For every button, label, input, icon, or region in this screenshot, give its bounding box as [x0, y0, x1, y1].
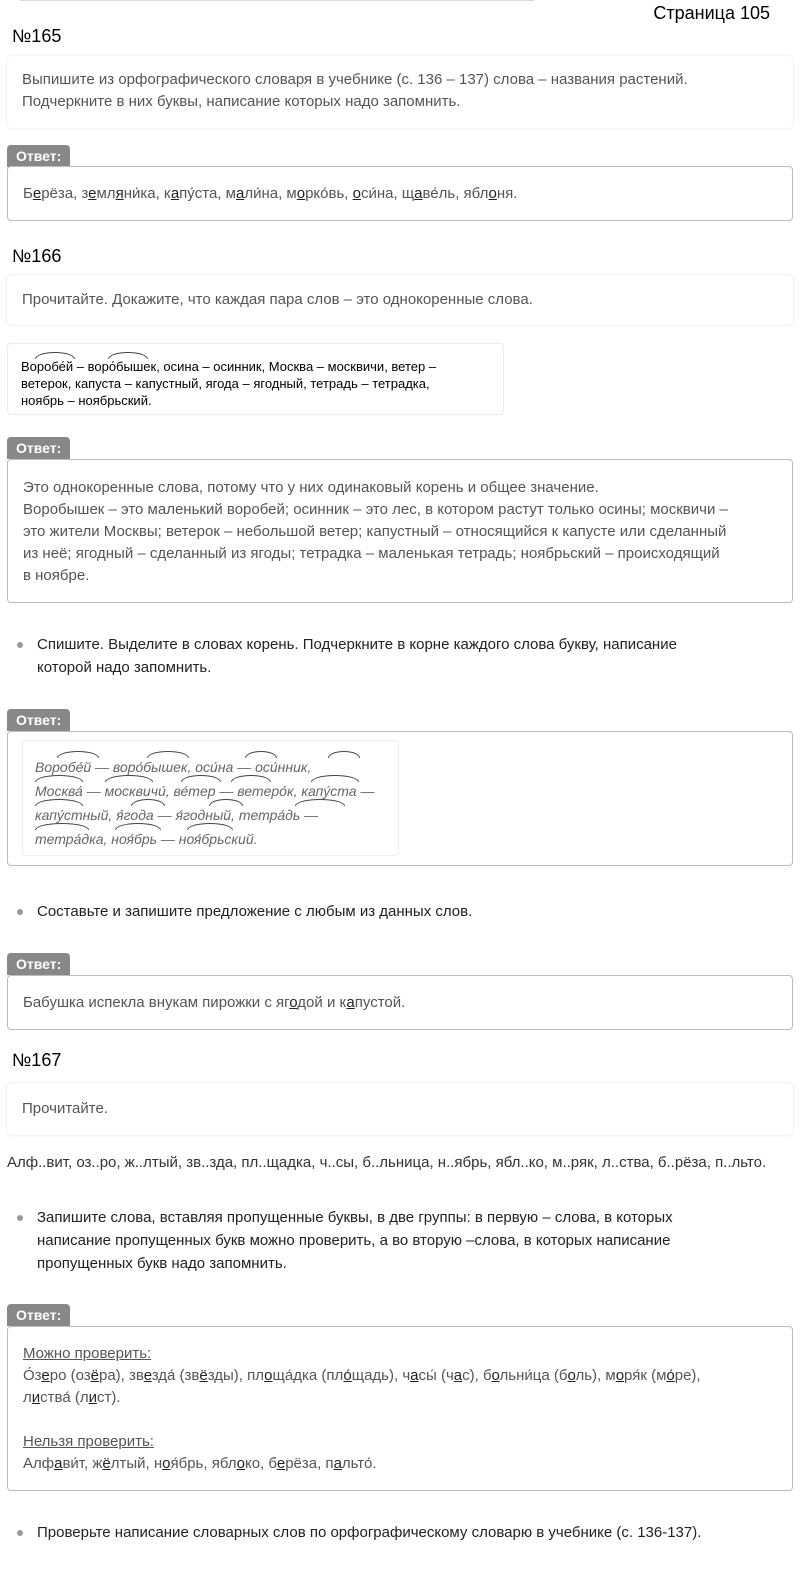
answer-line: Воробышек – это маленький воробей; осинник – это лес, в котором растут только осины; москвичи – [23, 501, 728, 518]
answer-label: Ответ: [7, 437, 70, 459]
top-divider [20, 0, 534, 1]
underlined-letter: ё [90, 1367, 99, 1384]
task-165-number: №165 [12, 26, 62, 46]
task-165-question-line2: Подчеркните в них буквы, написание которых надо запомнить. [22, 93, 461, 110]
text-run: ре), [674, 1367, 701, 1384]
bullet-line: пропущенных букв надо запомнить. [37, 1255, 287, 1272]
bullet-line: Составьте и запишите предложение с любым из данных слов. [37, 903, 473, 920]
underlined-letter: е [276, 1455, 286, 1472]
cannot-check-title: Нельзя проверить: [23, 1433, 154, 1450]
text-run: ви́т, ж [62, 1455, 103, 1472]
underlined-letter: а [333, 1455, 342, 1472]
answer-line: в ноябре. [23, 567, 90, 584]
underlined-letter: о [236, 1455, 245, 1472]
underlined-letter: ё [199, 1367, 208, 1384]
task-165-answer [7, 166, 793, 221]
text-run: ща́дка (пл [272, 1367, 344, 1384]
text-run: Бабушка испекла внукам пирожки с яг [23, 994, 290, 1011]
answer-line: из неё; ягодный – сделанный из ягоды; тетрадка – маленькая тетрадь; ноябрьский – происходящий [23, 545, 720, 562]
underlined-letter: е [32, 185, 42, 202]
underlined-letter: а [453, 1367, 463, 1384]
underlined-letter: о́ [666, 1367, 675, 1384]
page-number: Страница 105 [653, 3, 770, 23]
bullet-line: Запишите слова, вставляя пропущенные буквы, в две группы: в первую – слова, в которых [37, 1209, 673, 1226]
text-run: ня. [496, 185, 518, 202]
task-166-number: №166 [12, 246, 62, 266]
underlined-letter: о [296, 185, 306, 202]
underlined-letter: и [31, 1389, 41, 1406]
handwritten-answer-image [22, 740, 399, 856]
text-run: О́з [23, 1367, 42, 1384]
underlined-letter: о [491, 1367, 500, 1384]
excerpt-line: Воробе́й – воро́бышек, осина – осинник, Москва – москвичи, ветер – [21, 359, 437, 374]
underlined-letter: а [414, 185, 423, 202]
handwritten-answer-text [35, 755, 390, 851]
underlined-letter: е [88, 185, 97, 202]
handwritten-line: Воробе́й — воро́бышек, оси́на — оси́нник, [35, 759, 312, 775]
task-166-bullet-1 [17, 633, 777, 679]
text-run: льни́ца (б [499, 1367, 568, 1384]
bullet-line: Спишите. Выделите в словах корень. Подчеркните в корне каждого слова букву, написание [37, 636, 677, 653]
text-run: льто́. [341, 1455, 377, 1472]
text-run: пустой. [354, 994, 406, 1011]
answer-label: Ответ: [7, 1304, 70, 1326]
underlined-letter: о [567, 1367, 576, 1384]
task-167-answer [7, 1326, 793, 1491]
answer-line: Это однокоренные слова, потому что у них одинаковый корень и общее значение. [23, 479, 599, 496]
textbook-excerpt-text [21, 358, 493, 409]
text-run: Алф [23, 1455, 55, 1472]
bullet-icon [17, 1530, 23, 1536]
answer-label: Ответ: [7, 953, 70, 975]
underlined-letter: е [41, 1367, 50, 1384]
text-run: ко, б [245, 1455, 277, 1472]
answer-line: это жители Москвы; ветерок – небольшой ветер; капустный – относящийся к капусте или сделанный [23, 523, 727, 540]
text-run: ст). [96, 1389, 121, 1406]
task-167-bullet-2 [17, 1521, 777, 1544]
text-run: си́на, щ [360, 185, 415, 202]
underlined-letter: и [88, 1389, 97, 1406]
text-run: ли́на, м [244, 185, 297, 202]
text-run: Б [23, 185, 33, 202]
text-run: рёза, з [41, 185, 89, 202]
underlined-letter: ё [102, 1455, 111, 1472]
underlined-letter: о [352, 185, 361, 202]
can-check-line [23, 1365, 777, 1387]
excerpt-line: ноябрь – ноябрьский. [21, 393, 152, 408]
text-run: л [23, 1389, 32, 1406]
bullet-line: написание пропущенных букв можно проверить, а во вторую –слова, в которых написание [37, 1232, 671, 1249]
text-run: зды), пл [207, 1367, 265, 1384]
task-167-number: №167 [12, 1050, 62, 1070]
underlined-letter: о [162, 1455, 171, 1472]
underlined-letter: а [170, 185, 180, 202]
can-check-title: Можно проверить: [23, 1345, 152, 1362]
underlined-letter: а [410, 1367, 419, 1384]
text-run: зда́ (зв [151, 1367, 200, 1384]
underlined-letter: о [264, 1367, 273, 1384]
text-run: ль), м [575, 1367, 616, 1384]
bullet-icon [17, 909, 23, 915]
text-run: щадь), ч [351, 1367, 411, 1384]
underlined-letter: о [289, 994, 298, 1011]
text-run: лтый, н [110, 1455, 163, 1472]
task-167-bullet-1 [17, 1206, 777, 1275]
can-check-line [23, 1387, 777, 1409]
task-166-answer-2 [7, 731, 793, 866]
text-run: ра), зв [98, 1367, 144, 1384]
text-run: ни́ка, к [123, 185, 171, 202]
underlined-letter: о [615, 1367, 625, 1384]
underlined-letter: а [54, 1455, 63, 1472]
text-run: дой и к [297, 994, 347, 1011]
bullet-line: которой надо запомнить. [37, 659, 212, 676]
task-165-question [7, 56, 793, 128]
task-166-bullet-2 [17, 900, 777, 923]
underlined-letter: я [115, 185, 124, 202]
underlined-letter: е [143, 1367, 152, 1384]
text-run: рко́вь, [305, 185, 353, 202]
task-166-answer [7, 459, 793, 603]
text-run: ства́ (л [40, 1389, 89, 1406]
task-167-question [7, 1083, 793, 1135]
excerpt-line: ветерок, капуста – капустный, ягода – ягодный, тетрадь – тетрадка, [21, 376, 430, 391]
underlined-letter: а [346, 994, 355, 1011]
underlined-letter: о́ [343, 1367, 352, 1384]
text-run: сы́ (ч [418, 1367, 454, 1384]
cannot-check-line [23, 1453, 777, 1475]
task-167-words-with-gaps: Алф..вит, оз..ро, ж..лтый, зв..зда, пл..щадка, ч..сы, б..льница, н..ябрь, ябл..ко, м..ряк, л..ства, б..рёза, п..льто. [7, 1154, 767, 1171]
bullet-line: Проверьте написание словарных слов по орфографическому словарю в учебнике (с. 136-137). [37, 1524, 702, 1541]
handwritten-line: капу́стный, я́года — я́годный, тетра́дь — [35, 807, 319, 823]
underlined-letter: о [488, 185, 497, 202]
task-165-question-line1: Выпишите из орфографического словаря в учебнике (с. 136 – 137) слова – названия растений. [22, 71, 688, 88]
task-166-answer-3 [7, 975, 793, 1030]
task-166-question [7, 275, 793, 325]
textbook-excerpt-image [7, 343, 504, 415]
text-run: с), б [462, 1367, 492, 1384]
handwritten-line: Москва́ — москвичи́, ве́тер — ветеро́к, капу́ста — [35, 783, 375, 799]
task-166-question-text: Прочитайте. Докажите, что каждая пара слов – это однокоренные слова. [22, 291, 533, 308]
text-run: рёза, п [285, 1455, 334, 1472]
text-run: я́брь, ябл [170, 1455, 237, 1472]
bullet-icon [17, 1215, 23, 1221]
answer-label: Ответ: [7, 709, 70, 731]
text-run: пу́ста, м [179, 185, 236, 202]
handwritten-line: тетра́дка, ноя́брь — ноя́брьский. [35, 831, 258, 847]
text-run: ро (оз [49, 1367, 91, 1384]
bullet-icon [17, 642, 23, 648]
task-166-answer-3-text [23, 992, 777, 1014]
text-run: ве́ль, ябл [422, 185, 489, 202]
task-165-answer-text [23, 183, 777, 205]
underlined-letter: а [235, 185, 245, 202]
text-run: ря́к (м [624, 1367, 667, 1384]
text-run: мл [96, 185, 116, 202]
task-167-question-text: Прочитайте. [22, 1100, 108, 1117]
answer-label: Ответ: [7, 145, 70, 167]
